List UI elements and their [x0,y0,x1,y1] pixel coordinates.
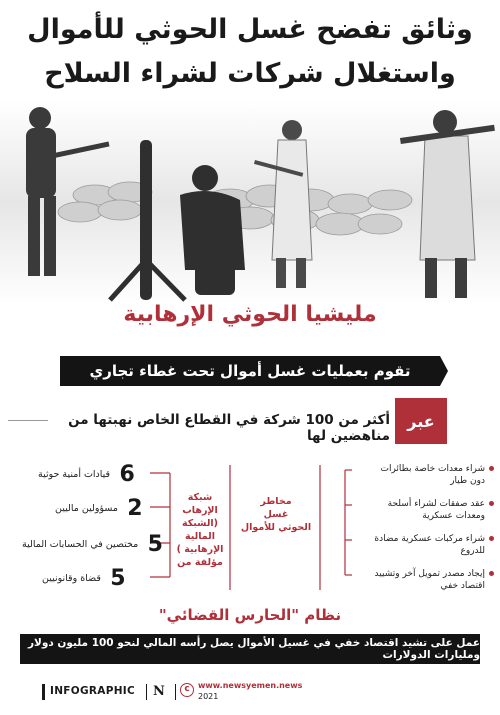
operations-text: تقوم بعمليات غسل أموال تحت غطاء تجاري [89,362,411,380]
list-item-line-1: شراء مركبات عسكرية مضادة [374,534,485,544]
fighters-photo [0,100,500,305]
list-item [355,568,485,592]
network-label [172,491,228,569]
list-item-line-2: للدروع [460,546,485,556]
stat-label: مسؤولين ماليين [55,503,118,514]
judicial-guard-banner [20,634,480,664]
stat-number: 5 [147,532,163,557]
militia-headline [0,302,500,327]
stat-number: 6 [119,462,135,487]
list-item [355,498,485,522]
headline-text: مليشيا الحوثي الإرهابية [123,302,377,327]
infographic-tag: INFOGRAPHIC [50,685,136,697]
stat-label: قيادات أمنية حوثية [38,469,111,480]
list-item [355,533,485,557]
copyright-icon: c [180,683,194,697]
stat-financial-officials [55,496,146,521]
via-text: أكثر من 100 شركة في القطاع الخاص نهبتها من مناهضين لها [68,412,390,444]
footer-divider [175,684,176,700]
list-item-line-1: إيجاد مصدر تمويل آخر وتشييد [374,569,485,579]
stat-security-leaders [38,462,138,487]
title-line-1: وثائق تفضح غسل الحوثي للأموال [27,14,473,45]
title-line-2: واستغلال شركات لشراء السلاح [44,58,456,89]
footer [0,678,500,708]
list-item-line-2: دون طيار [450,476,485,486]
network-diagram [0,455,500,600]
list-item [355,463,485,487]
news-logo: N [153,684,165,699]
stat-accounting-specialists [22,532,166,557]
footer-divider [42,684,45,700]
network-line-3: المالية الإرهابية ) [176,531,224,555]
risks-line-3: الحوثي للأموال [240,522,312,533]
footer-divider [146,684,147,700]
network-line-1: شبكة الإرهاب [182,492,218,516]
stat-label: مختصين في الحسابات المالية [22,539,139,550]
list-item-line-1: شراء معدات خاصة بطائرات [380,464,485,474]
judicial-guard-text: عمل على تشيد اقتصاد خفي في غسيل الأموال يصل رأسه المالي لنحو 100 مليون دولار ومليارات الدولارات [27,637,480,661]
risks-label [238,495,314,534]
via-row [0,398,500,444]
judicial-guard-heading: نظام "الحارس القضائي" [158,606,342,624]
stat-judges-lawyers [42,566,129,591]
stat-number: 2 [127,496,143,521]
network-line-2: (الشبكة [182,518,218,529]
via-divider [8,420,48,421]
list-item-line-2: ومعدات عسكرية [422,511,485,521]
list-item-line-1: عقد صفقات لشراء أسلحة [387,499,485,509]
stat-label: قضاة وقانونيين [42,573,101,584]
via-badge-label: عبر [407,411,435,431]
stat-number: 5 [110,566,126,591]
footer-year: 2021 [198,692,219,701]
judicial-guard-title [0,605,500,624]
operations-banner [60,356,440,386]
risks-line-2: غسل [263,509,289,520]
list-item-line-2: اقتصاد خفي [440,581,485,591]
risks-line-1: مخاطر [260,496,292,507]
network-line-4: مؤلفة من [177,557,223,568]
page-title [0,8,500,96]
website-link[interactable]: www.newsyemen.news [198,681,303,690]
via-badge [395,398,447,444]
